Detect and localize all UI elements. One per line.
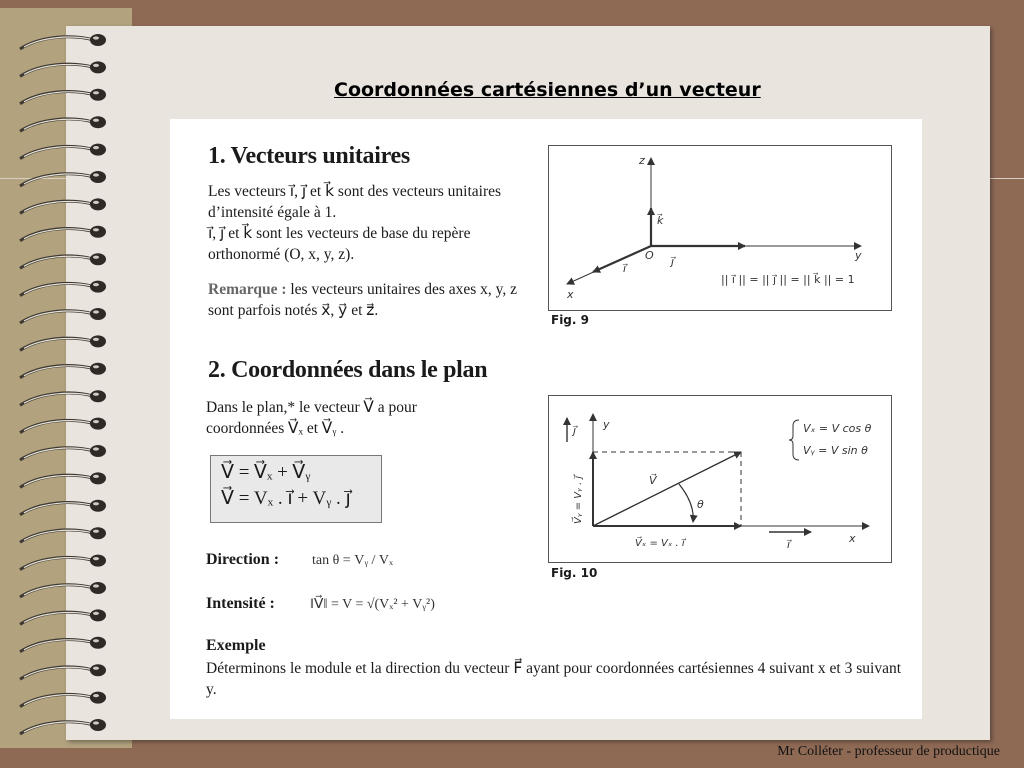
spiral-ring — [20, 664, 106, 679]
section2-intro: Dans le plan,* le vecteur V⃗ a pour coordonnées V⃗ₓ et V⃗ᵧ . — [206, 399, 417, 437]
spiral-ring — [20, 418, 106, 433]
spiral-ring — [20, 226, 106, 241]
example-text: Déterminons le module et la direction du vecteur F⃗ ayant pour coordonnées cartésiennes 4 suivant x et 3 suivant y. — [206, 660, 902, 698]
slide-footer: Mr Colléter - professeur de productique — [777, 744, 1000, 759]
spiral-ring — [20, 116, 106, 131]
spiral-ring — [20, 34, 106, 49]
example-label: Exemple — [206, 637, 266, 654]
intensity-formula: ‖V⃗‖ = V = √(Vₓ² + Vᵧ²) — [310, 597, 435, 612]
fig9-x-label: x — [567, 288, 574, 301]
fig9-origin-label: O — [645, 249, 654, 262]
spiral-ring — [20, 637, 106, 652]
fig10-vy-label: V⃗ᵧ = Vᵧ . j⃗ — [573, 475, 584, 524]
spiral-ring — [20, 171, 106, 186]
spiral-ring — [20, 253, 106, 268]
fig10-v-label: V⃗ — [649, 474, 657, 487]
figure-9-diagram — [549, 146, 891, 310]
content-panel — [170, 119, 922, 719]
spiral-ring — [20, 281, 106, 296]
fig10-eq2: Vᵧ = V sin θ — [803, 444, 868, 457]
formula-line-1: V⃗ = V⃗ₓ + V⃗ᵧ — [221, 462, 311, 483]
spiral-ring — [20, 335, 106, 350]
spiral-ring — [20, 89, 106, 104]
spiral-ring — [20, 472, 106, 487]
spiral-ring — [20, 144, 106, 159]
direction-formula: tan θ = Vᵧ / Vₓ — [312, 553, 394, 568]
figure-10 — [548, 395, 892, 563]
figure-9-caption: Fig. 9 — [551, 313, 589, 327]
spiral-ring — [20, 445, 106, 460]
fig10-y-label: y — [603, 418, 610, 431]
spiral-ring — [20, 692, 106, 707]
remarque-paragraph — [208, 279, 520, 321]
fig10-vx-label: V⃗ₓ = Vₓ . i⃗ — [635, 538, 685, 549]
spiral-ring — [20, 527, 106, 542]
spiral-ring — [20, 308, 106, 323]
fig10-i-label: i⃗ — [787, 538, 791, 551]
spiral-ring — [20, 363, 106, 378]
section1-text-2: i⃗, j⃗ et k⃗ sont les vecteurs de base du repère orthonormé (O, x, y, z). — [208, 225, 471, 263]
section1-heading: 1. Vecteurs unitaires — [208, 143, 410, 169]
fig9-j-label: j⃗ — [671, 255, 675, 268]
spiral-ring — [20, 500, 106, 515]
spiral-ring — [20, 582, 106, 597]
spiral-ring — [20, 198, 106, 213]
section2-heading: 2. Coordonnées dans le plan — [208, 357, 488, 383]
spiral-ring — [20, 719, 106, 734]
fig10-eq1: Vₓ = V cos θ — [803, 422, 872, 435]
fig9-formula: || i⃗ || = || j⃗ || = || k⃗ || = 1 — [721, 273, 855, 286]
fig9-k-label: k⃗ — [657, 214, 664, 227]
section1-paragraph — [208, 181, 520, 265]
figure-10-diagram — [549, 396, 891, 562]
section1-text-1: Les vecteurs i⃗, j⃗ et k⃗ sont des vecteurs unitaires d’intensité égale à 1. — [208, 183, 502, 221]
spiral-ring — [20, 61, 106, 76]
figure-9 — [548, 145, 892, 311]
intensity-label: Intensité : — [206, 595, 275, 612]
spiral-ring — [20, 390, 106, 405]
figure-10-caption: Fig. 10 — [551, 566, 598, 580]
fig10-x-label: x — [849, 532, 856, 545]
remarque-text: les vecteurs unitaires des axes x, y, z sont parfois notés x⃗, y⃗ et z⃗. — [208, 281, 518, 319]
direction-label: Direction : — [206, 551, 280, 568]
vector-formula-box — [210, 455, 382, 523]
spiral-ring — [20, 609, 106, 624]
fig9-i-label: i⃗ — [623, 262, 627, 275]
remarque-label: Remarque : — [208, 281, 287, 298]
spiral-ring — [20, 555, 106, 570]
fig10-theta-label: θ — [697, 498, 704, 511]
formula-line-2: V⃗ = Vₓ . i⃗ + Vᵧ . j⃗ — [221, 488, 351, 509]
spiral-rings — [0, 0, 132, 768]
slide-title: Coordonnées cartésiennes d’un vecteur — [334, 79, 761, 101]
fig9-z-label: z — [639, 154, 645, 167]
fig10-j-label: j⃗ — [573, 424, 577, 437]
fig9-y-label: y — [855, 249, 862, 262]
